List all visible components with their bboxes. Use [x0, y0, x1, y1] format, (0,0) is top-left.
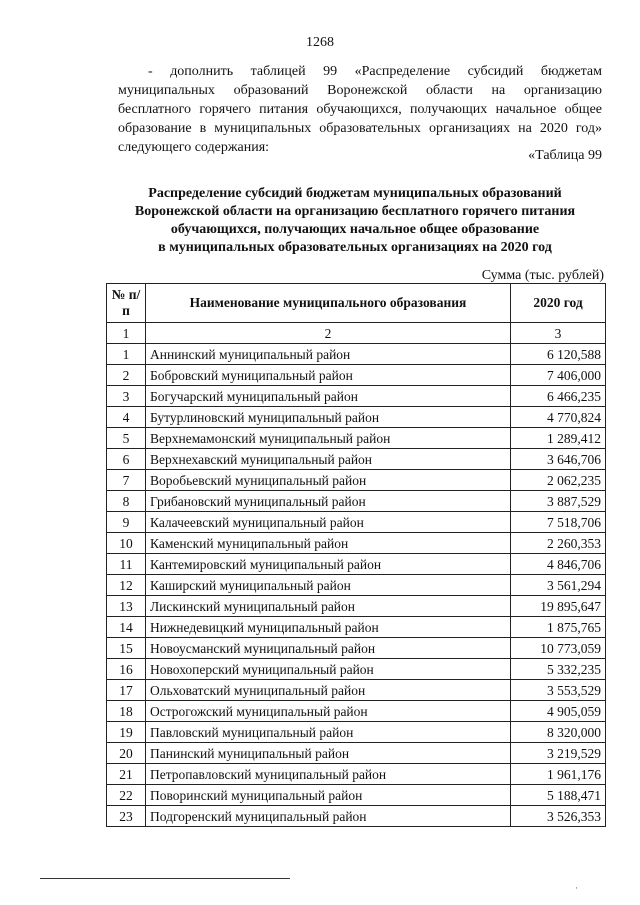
table-row: [107, 785, 606, 806]
row-amount: 4 905,059: [511, 701, 606, 722]
table-row: [107, 722, 606, 743]
table-row: [107, 554, 606, 575]
table-row: [107, 470, 606, 491]
row-name: Калачеевский муниципальный район: [146, 512, 511, 533]
header-year: 2020 год: [511, 284, 606, 323]
row-amount: 2 062,235: [511, 470, 606, 491]
row-amount: 3 219,529: [511, 743, 606, 764]
row-amount: 7 518,706: [511, 512, 606, 533]
row-name: Аннинский муниципальный район: [146, 344, 511, 365]
row-number: 12: [107, 575, 146, 596]
row-name: Бутурлиновский муниципальный район: [146, 407, 511, 428]
table-row: [107, 491, 606, 512]
table-row: [107, 701, 606, 722]
row-number: 5: [107, 428, 146, 449]
row-name: Нижнедевицкий муниципальный район: [146, 617, 511, 638]
intro-paragraph: - дополнить таблицей 99 «Распределение субсидий бюджетам муниципальных образований Воронежской области на организацию бесплатного горячего питания обучающихся, получающих начальное общее образование в муниципальных образовательных организациях на 2020 год» следующего содержания:: [118, 64, 602, 155]
row-name: Острогожский муниципальный район: [146, 701, 511, 722]
row-amount: 19 895,647: [511, 596, 606, 617]
table-row: [107, 806, 606, 827]
row-name: Каменский муниципальный район: [146, 533, 511, 554]
row-amount: 3 887,529: [511, 491, 606, 512]
index-cell: 1: [107, 323, 146, 344]
table-row: [107, 386, 606, 407]
row-name: Верхнемамонский муниципальный район: [146, 428, 511, 449]
row-number: 8: [107, 491, 146, 512]
row-name: Новоусманский муниципальный район: [146, 638, 511, 659]
row-number: 17: [107, 680, 146, 701]
row-amount: 1 875,765: [511, 617, 606, 638]
row-name: Павловский муниципальный район: [146, 722, 511, 743]
row-number: 16: [107, 659, 146, 680]
row-name: Поворинский муниципальный район: [146, 785, 511, 806]
table-header-row: [107, 284, 606, 323]
row-number: 10: [107, 533, 146, 554]
row-amount: 5 188,471: [511, 785, 606, 806]
row-number: 3: [107, 386, 146, 407]
row-amount: 3 646,706: [511, 449, 606, 470]
row-amount: 4 846,706: [511, 554, 606, 575]
table-row: [107, 575, 606, 596]
table-row: [107, 764, 606, 785]
table-label: «Таблица 99: [528, 148, 602, 163]
row-name: Бобровский муниципальный район: [146, 365, 511, 386]
table-row: [107, 743, 606, 764]
row-amount: 4 770,824: [511, 407, 606, 428]
title-line: в муниципальных образовательных организациях на 2020 год: [158, 240, 552, 255]
row-amount: 1 289,412: [511, 428, 606, 449]
row-name: Каширский муниципальный район: [146, 575, 511, 596]
row-amount: 5 332,235: [511, 659, 606, 680]
row-amount: 3 561,294: [511, 575, 606, 596]
index-cell: 2: [146, 323, 511, 344]
row-name: Петропавловский муниципальный район: [146, 764, 511, 785]
row-name: Панинский муниципальный район: [146, 743, 511, 764]
row-name: Грибановский муниципальный район: [146, 491, 511, 512]
row-name: Кантемировский муниципальный район: [146, 554, 511, 575]
table-row: [107, 449, 606, 470]
table-row: [107, 596, 606, 617]
row-number: 23: [107, 806, 146, 827]
row-number: 11: [107, 554, 146, 575]
table-row: [107, 617, 606, 638]
row-number: 22: [107, 785, 146, 806]
title-line: обучающихся, получающих начальное общее образование: [170, 222, 540, 237]
table-row: [107, 533, 606, 554]
row-number: 14: [107, 617, 146, 638]
table-row: [107, 428, 606, 449]
row-name: Верхнехавский муниципальный район: [146, 449, 511, 470]
footer-divider: [40, 878, 290, 879]
row-amount: 2 260,353: [511, 533, 606, 554]
row-number: 7: [107, 470, 146, 491]
row-number: 18: [107, 701, 146, 722]
row-amount: 6 466,235: [511, 386, 606, 407]
page-number: 1268: [306, 35, 334, 50]
title-line: Воронежской области на организацию бесплатного горячего питания: [134, 204, 576, 219]
row-name: Новохоперский муниципальный район: [146, 659, 511, 680]
row-number: 13: [107, 596, 146, 617]
table-title: [100, 185, 610, 257]
row-number: 4: [107, 407, 146, 428]
row-number: 19: [107, 722, 146, 743]
row-amount: 6 120,588: [511, 344, 606, 365]
row-name: Подгоренский муниципальный район: [146, 806, 511, 827]
row-name: Богучарский муниципальный район: [146, 386, 511, 407]
row-amount: 10 773,059: [511, 638, 606, 659]
row-number: 15: [107, 638, 146, 659]
row-number: 20: [107, 743, 146, 764]
table-row: [107, 407, 606, 428]
row-name: Ольховатский муниципальный район: [146, 680, 511, 701]
header-name: Наименование муниципального образования: [146, 284, 511, 323]
row-number: 9: [107, 512, 146, 533]
row-name: Воробьевский муниципальный район: [146, 470, 511, 491]
subsidy-table: [106, 283, 606, 827]
table-row: [107, 344, 606, 365]
title-line: Распределение субсидий бюджетам муниципальных образований: [148, 186, 562, 201]
row-name: Лискинский муниципальный район: [146, 596, 511, 617]
corner-mark: ·: [575, 883, 578, 893]
row-number: 1: [107, 344, 146, 365]
index-cell: 3: [511, 323, 606, 344]
table-row: [107, 680, 606, 701]
table-index-row: [107, 323, 606, 344]
row-amount: 7 406,000: [511, 365, 606, 386]
sum-unit-label: Сумма (тыс. рублей): [481, 268, 604, 283]
row-number: 2: [107, 365, 146, 386]
row-number: 21: [107, 764, 146, 785]
row-amount: 1 961,176: [511, 764, 606, 785]
table-row: [107, 365, 606, 386]
row-amount: 8 320,000: [511, 722, 606, 743]
row-number: 6: [107, 449, 146, 470]
table-row: [107, 638, 606, 659]
row-amount: 3 526,353: [511, 806, 606, 827]
row-amount: 3 553,529: [511, 680, 606, 701]
table-row: [107, 659, 606, 680]
table-row: [107, 512, 606, 533]
header-number: № п/п: [107, 284, 146, 323]
